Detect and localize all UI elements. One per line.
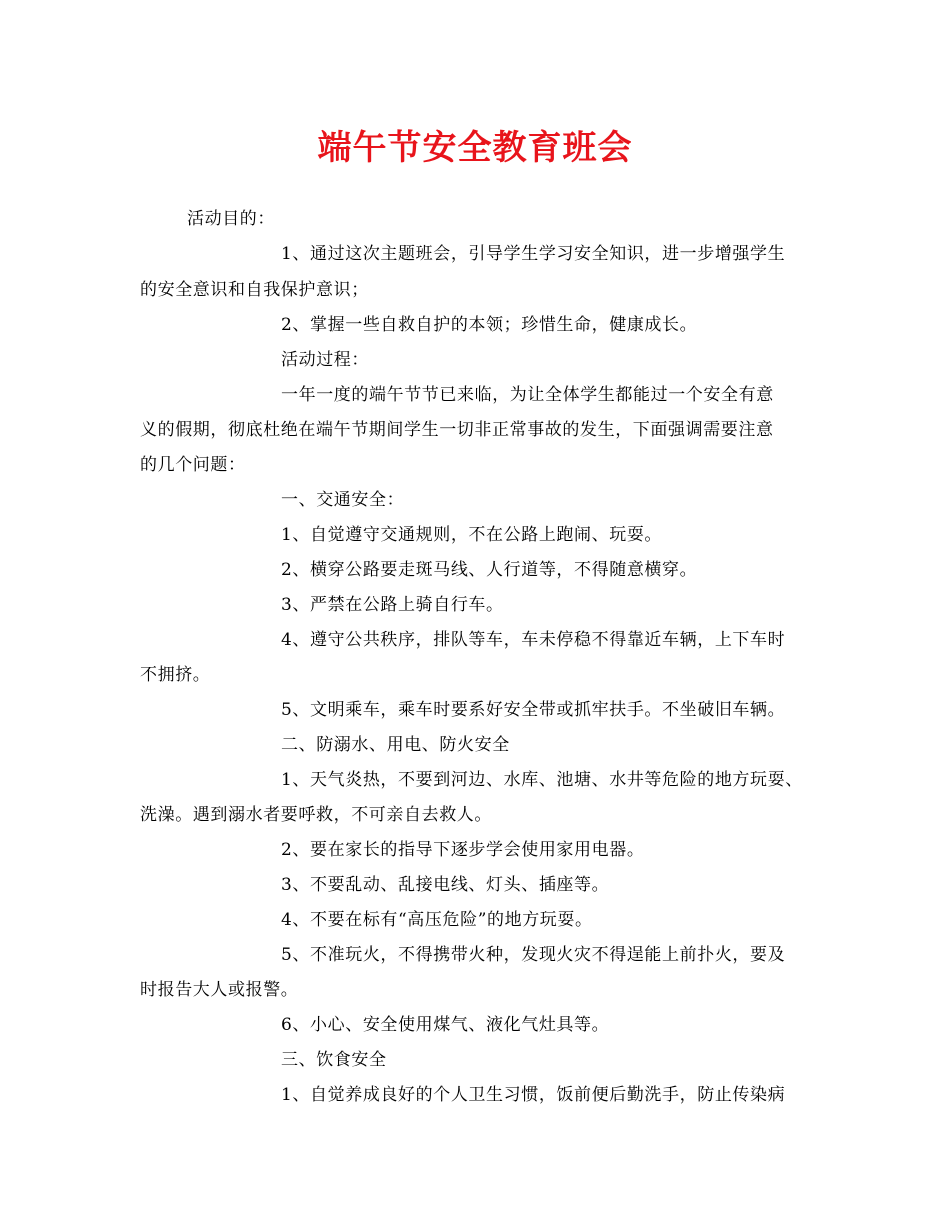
- paragraph-line: 5、不准玩火，不得携带火种，发现火灾不得逞能上前扑火，要及: [281, 945, 786, 965]
- paragraph-line: 活动过程：: [281, 350, 369, 370]
- paragraph-line: 活动目的：: [187, 209, 275, 229]
- paragraph-line: 洗澡。遇到溺水者要呼救，不可亲自去救人。: [140, 805, 492, 825]
- paragraph-line: 2、横穿公路要走斑马线、人行道等，不得随意横穿。: [281, 560, 698, 580]
- paragraph-line: 4、遵守公共秩序，排队等车，车未停稳不得靠近车辆，上下车时: [281, 630, 786, 650]
- paragraph-line: 的安全意识和自我保护意识；: [140, 280, 369, 300]
- paragraph-line: 不拥挤。: [140, 665, 211, 685]
- section-heading: 二、防溺水、用电、防火安全: [281, 735, 510, 755]
- paragraph-line: 2、要在家长的指导下逐步学会使用家用电器。: [281, 840, 645, 860]
- paragraph-line: 1、通过这次主题班会，引导学生学习安全知识，进一步增强学生: [281, 244, 786, 264]
- paragraph-line: 4、不要在标有“高压危险”的地方玩耍。: [281, 910, 593, 930]
- paragraph-line: 义的假期，彻底杜绝在端午节期间学生一切非正常事故的发生，下面强调需要注意: [140, 420, 774, 440]
- paragraph-line: 1、自觉养成良好的个人卫生习惯，饭前便后勤洗手，防止传染病: [281, 1085, 786, 1105]
- paragraph-line: 的几个问题：: [140, 455, 246, 475]
- paragraph-line: 1、天气炎热，不要到河边、水库、池塘、水井等危险的地方玩耍、: [281, 770, 803, 790]
- document-title: 端午节安全教育班会: [317, 128, 633, 168]
- paragraph-line: 时报告大人或报警。: [140, 980, 299, 1000]
- paragraph-line: 5、文明乘车，乘车时要系好安全带或抓牢扶手。不坐破旧车辆。: [281, 700, 786, 720]
- paragraph-line: 2、掌握一些自救自护的本领；珍惜生命，健康成长。: [281, 315, 698, 335]
- paragraph-line: 3、不要乱动、乱接电线、灯头、插座等。: [281, 875, 610, 895]
- section-heading: 三、饮食安全: [281, 1050, 387, 1070]
- paragraph-line: 6、小心、安全使用煤气、液化气灶具等。: [281, 1015, 610, 1035]
- paragraph-line: 一年一度的端午节节已来临，为让全体学生都能过一个安全有意: [281, 385, 774, 405]
- section-heading: 一、交通安全：: [281, 490, 405, 510]
- paragraph-line: 3、严禁在公路上骑自行车。: [281, 595, 504, 615]
- paragraph-line: 1、自觉遵守交通规则，不在公路上跑闹、玩耍。: [281, 525, 663, 545]
